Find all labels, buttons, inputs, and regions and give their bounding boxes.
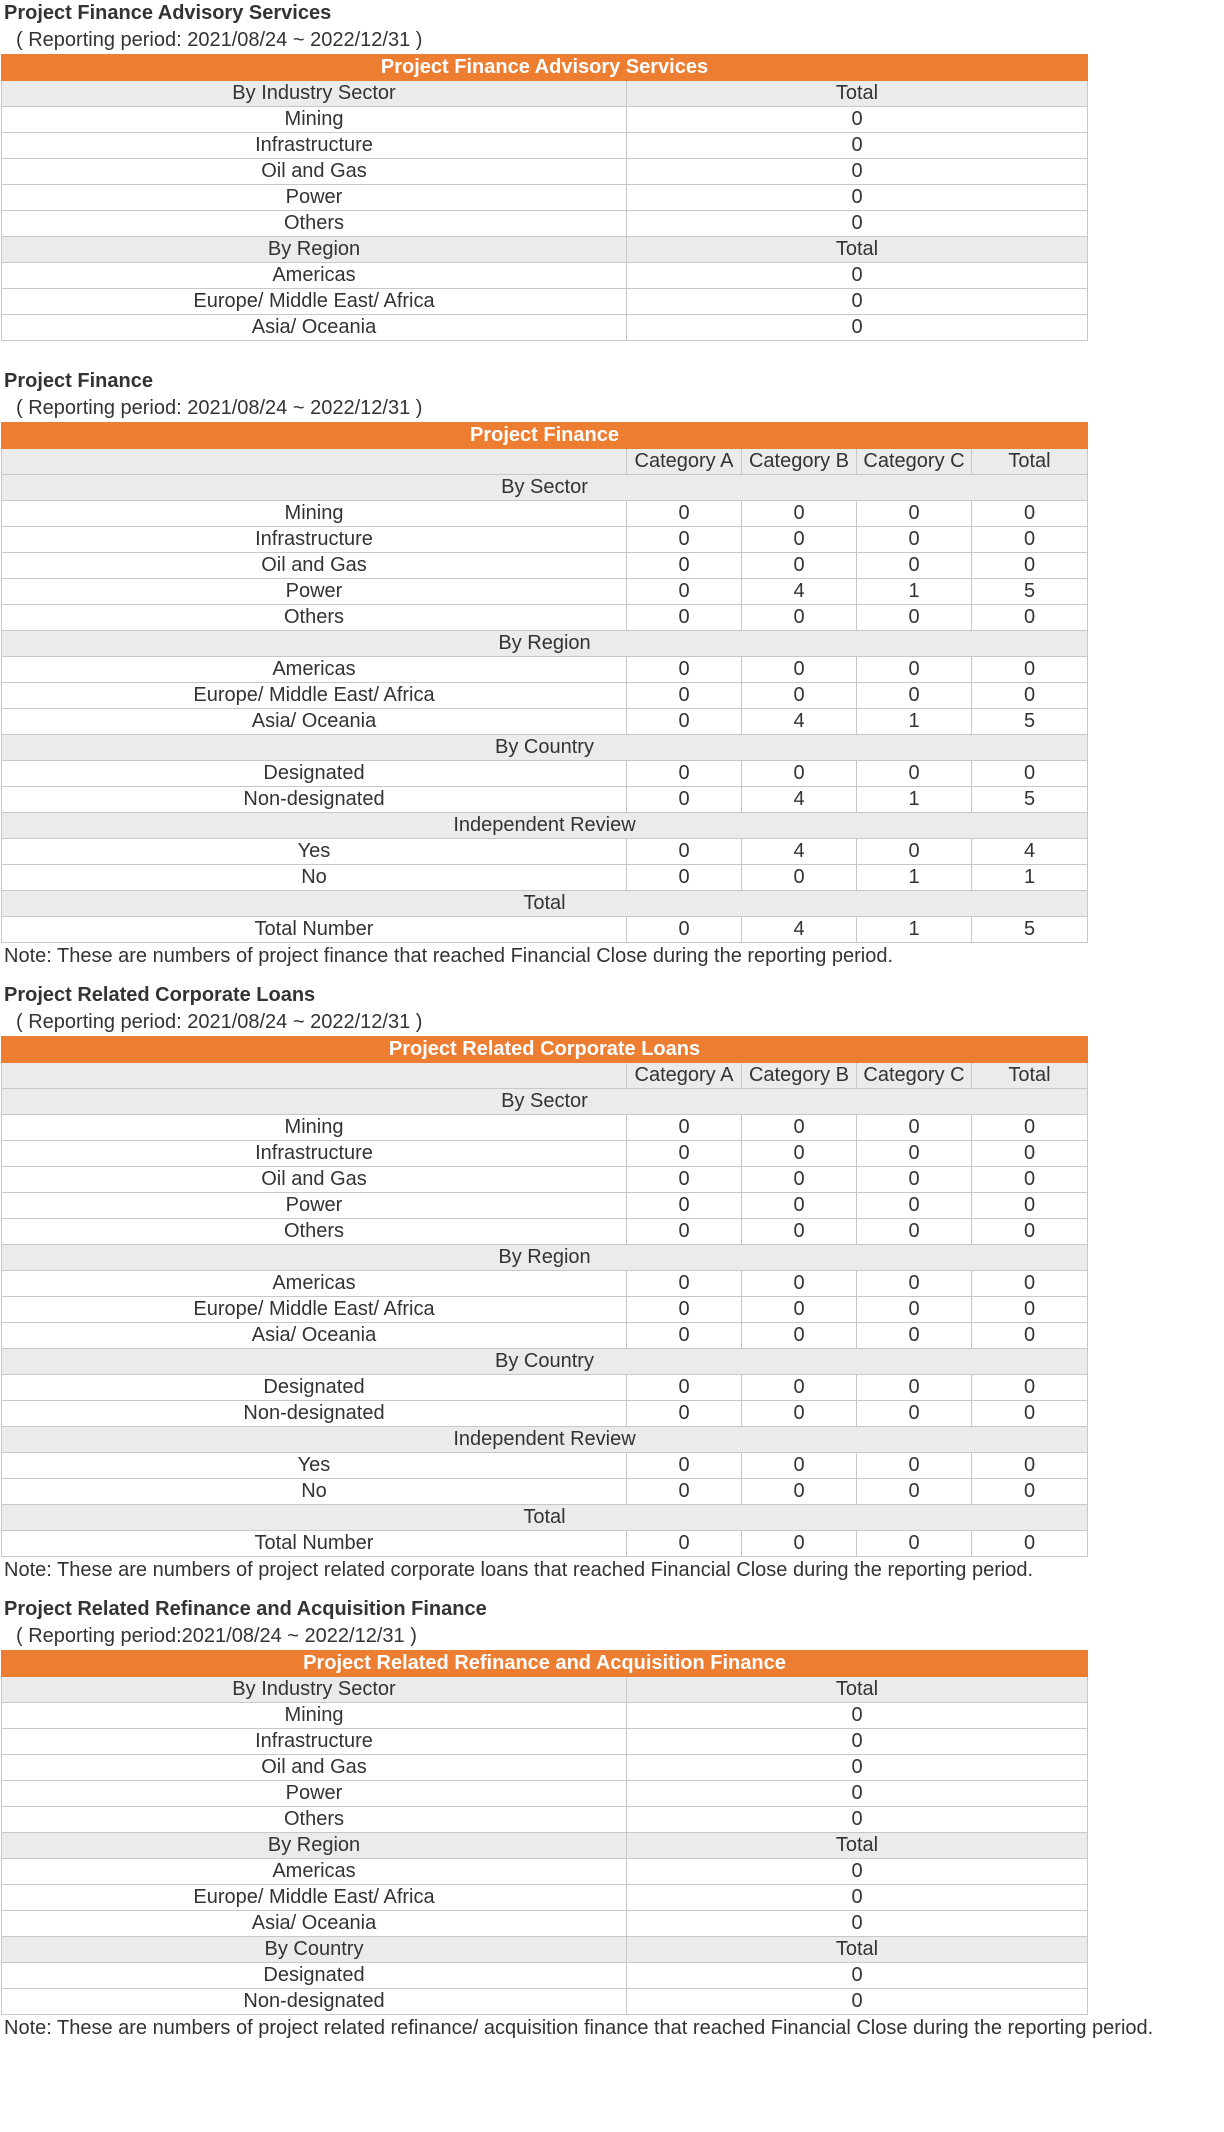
row-value: 0 — [627, 1115, 742, 1141]
column-header: Total — [627, 1833, 1088, 1859]
row-value: 0 — [627, 527, 742, 553]
row-label: Infrastructure — [2, 1729, 627, 1755]
table-row — [2, 289, 1088, 315]
table-row — [2, 683, 1088, 709]
table-row — [2, 159, 1088, 185]
column-header: Total — [627, 1677, 1088, 1703]
row-value: 0 — [857, 839, 972, 865]
row-label: Europe/ Middle East/ Africa — [2, 289, 627, 315]
advisory-table — [1, 54, 1088, 341]
row-label: Oil and Gas — [2, 1167, 627, 1193]
corporate-loans-table — [1, 1036, 1088, 1557]
row-label: Mining — [2, 501, 627, 527]
row-value: 0 — [972, 657, 1088, 683]
table-row — [2, 1479, 1088, 1505]
table-row — [2, 527, 1088, 553]
row-value: 0 — [627, 1271, 742, 1297]
row-value: 0 — [627, 787, 742, 813]
group-label: By Region — [2, 631, 1088, 657]
table-header-row — [2, 1037, 1088, 1063]
table-header-row — [2, 1651, 1088, 1677]
table-row — [2, 917, 1088, 943]
row-label: Designated — [2, 761, 627, 787]
group-label: Independent Review — [2, 813, 1088, 839]
row-value: 0 — [627, 1323, 742, 1349]
row-label: Asia/ Oceania — [2, 315, 627, 341]
table-row — [2, 865, 1088, 891]
row-label: Asia/ Oceania — [2, 1323, 627, 1349]
row-value: 0 — [972, 1479, 1088, 1505]
table-row — [2, 787, 1088, 813]
refinance-table — [1, 1650, 1088, 2015]
row-value: 0 — [627, 761, 742, 787]
column-header: Category C — [857, 449, 972, 475]
reporting-period: ( Reporting period: 2021/08/24 ~ 2022/12/31 ) — [16, 1011, 423, 1033]
table-row — [2, 605, 1088, 631]
project-finance-section — [0, 368, 1224, 970]
row-label: Europe/ Middle East/ Africa — [2, 1885, 627, 1911]
row-value: 0 — [972, 1323, 1088, 1349]
table-row — [2, 133, 1088, 159]
row-value: 0 — [627, 1453, 742, 1479]
table-row — [2, 1729, 1088, 1755]
row-value: 0 — [627, 1807, 1088, 1833]
row-value: 0 — [742, 1531, 857, 1557]
row-value: 0 — [972, 1375, 1088, 1401]
row-value: 0 — [627, 1885, 1088, 1911]
row-value: 0 — [742, 761, 857, 787]
column-header: Category B — [742, 1063, 857, 1089]
table-row — [2, 1453, 1088, 1479]
row-label: Yes — [2, 839, 627, 865]
row-value: 0 — [627, 1729, 1088, 1755]
table-row — [2, 1885, 1088, 1911]
row-label: Oil and Gas — [2, 159, 627, 185]
section-title: Project Finance Advisory Services — [4, 2, 332, 24]
row-value: 4 — [742, 787, 857, 813]
row-value: 0 — [742, 1401, 857, 1427]
row-value: 4 — [742, 917, 857, 943]
row-value: 0 — [627, 579, 742, 605]
table-header: Project Finance Advisory Services — [2, 55, 1088, 81]
row-value: 0 — [857, 1141, 972, 1167]
row-value: 0 — [627, 1297, 742, 1323]
row-value: 0 — [742, 1271, 857, 1297]
row-value: 0 — [742, 527, 857, 553]
row-label: Oil and Gas — [2, 1755, 627, 1781]
group-header-row — [2, 735, 1088, 761]
row-label: Non-designated — [2, 787, 627, 813]
row-value: 0 — [627, 1479, 742, 1505]
row-label: No — [2, 865, 627, 891]
row-value: 4 — [742, 579, 857, 605]
row-label: Europe/ Middle East/ Africa — [2, 683, 627, 709]
table-header: Project Related Refinance and Acquisition Finance — [2, 1651, 1088, 1677]
row-value: 5 — [972, 579, 1088, 605]
column-header: Category C — [857, 1063, 972, 1089]
row-label: Infrastructure — [2, 133, 627, 159]
row-value: 0 — [857, 1193, 972, 1219]
row-value: 0 — [627, 107, 1088, 133]
row-value: 5 — [972, 917, 1088, 943]
table-row — [2, 553, 1088, 579]
row-value: 0 — [742, 1453, 857, 1479]
row-label: Oil and Gas — [2, 553, 627, 579]
table-row — [2, 1911, 1088, 1937]
row-value: 0 — [627, 159, 1088, 185]
table-note: Note: These are numbers of project finance that reached Financial Close during the reporting period. — [4, 945, 894, 967]
group-label: By Country — [2, 735, 1088, 761]
row-label: Total Number — [2, 917, 627, 943]
column-header: Total — [627, 81, 1088, 107]
row-value: 0 — [742, 1115, 857, 1141]
row-label: Others — [2, 1219, 627, 1245]
row-value: 0 — [627, 1989, 1088, 2015]
row-value: 0 — [627, 289, 1088, 315]
row-value: 0 — [627, 1859, 1088, 1885]
table-header-row — [2, 55, 1088, 81]
table-header-row — [2, 423, 1088, 449]
row-value: 0 — [627, 211, 1088, 237]
row-value: 0 — [742, 657, 857, 683]
group-header-row — [2, 631, 1088, 657]
row-value: 0 — [627, 1911, 1088, 1937]
row-value: 0 — [742, 683, 857, 709]
row-value: 4 — [742, 839, 857, 865]
group-header-row — [2, 1677, 1088, 1703]
row-label: Asia/ Oceania — [2, 1911, 627, 1937]
row-value: 4 — [742, 709, 857, 735]
table-row — [2, 1219, 1088, 1245]
group-label: By Region — [2, 1245, 1088, 1271]
column-header: Category A — [627, 449, 742, 475]
row-label: Mining — [2, 107, 627, 133]
table-row — [2, 1781, 1088, 1807]
row-value: 0 — [857, 1401, 972, 1427]
row-value: 0 — [972, 1115, 1088, 1141]
table-note: Note: These are numbers of project related refinance/ acquisition finance that reached Financial Close during the reporting period. — [4, 2017, 1154, 2039]
row-value: 0 — [627, 1401, 742, 1427]
row-value: 0 — [627, 1219, 742, 1245]
column-header: Total — [972, 1063, 1088, 1089]
row-value: 0 — [857, 1297, 972, 1323]
row-value: 1 — [857, 709, 972, 735]
row-label: Others — [2, 605, 627, 631]
row-value: 0 — [742, 865, 857, 891]
row-value: 0 — [857, 1323, 972, 1349]
row-value: 0 — [627, 501, 742, 527]
table-row — [2, 1167, 1088, 1193]
table-row — [2, 1807, 1088, 1833]
row-value: 0 — [627, 1167, 742, 1193]
advisory-section — [0, 0, 1224, 341]
row-value: 0 — [627, 1963, 1088, 1989]
table-row — [2, 1755, 1088, 1781]
row-value: 0 — [627, 553, 742, 579]
empty-header-cell — [2, 1063, 627, 1089]
row-value: 0 — [627, 185, 1088, 211]
row-label: Power — [2, 579, 627, 605]
row-value: 0 — [742, 1193, 857, 1219]
row-value: 0 — [857, 553, 972, 579]
group-header-row — [2, 1937, 1088, 1963]
row-value: 0 — [742, 1323, 857, 1349]
row-value: 0 — [857, 1375, 972, 1401]
row-value: 0 — [627, 917, 742, 943]
row-label: Power — [2, 185, 627, 211]
row-value: 1 — [972, 865, 1088, 891]
row-value: 0 — [857, 501, 972, 527]
row-value: 0 — [972, 1297, 1088, 1323]
row-value: 0 — [857, 527, 972, 553]
row-label: Europe/ Middle East/ Africa — [2, 1297, 627, 1323]
table-row — [2, 1375, 1088, 1401]
row-value: 0 — [742, 501, 857, 527]
table-row — [2, 761, 1088, 787]
row-value: 0 — [742, 1167, 857, 1193]
table-row — [2, 1271, 1088, 1297]
row-label: Power — [2, 1781, 627, 1807]
row-label: Americas — [2, 1859, 627, 1885]
row-value: 0 — [857, 1453, 972, 1479]
row-value: 0 — [972, 1401, 1088, 1427]
refinance-section — [0, 1596, 1224, 2042]
group-label: By Region — [2, 1833, 627, 1859]
table-row — [2, 1989, 1088, 2015]
row-value: 1 — [857, 579, 972, 605]
row-value: 0 — [857, 1531, 972, 1557]
row-value: 0 — [972, 605, 1088, 631]
row-value: 0 — [972, 553, 1088, 579]
row-value: 1 — [857, 917, 972, 943]
row-value: 0 — [627, 839, 742, 865]
table-row — [2, 501, 1088, 527]
table-row — [2, 709, 1088, 735]
empty-header-cell — [2, 449, 627, 475]
group-label: Total — [2, 891, 1088, 917]
row-value: 0 — [627, 865, 742, 891]
row-value: 0 — [627, 1141, 742, 1167]
reporting-period: ( Reporting period: 2021/08/24 ~ 2022/12/31 ) — [16, 29, 423, 51]
row-value: 0 — [627, 709, 742, 735]
table-header: Project Related Corporate Loans — [2, 1037, 1088, 1063]
row-value: 0 — [627, 1531, 742, 1557]
row-label: No — [2, 1479, 627, 1505]
section-title: Project Finance — [4, 370, 153, 392]
section-title: Project Related Refinance and Acquisition Finance — [4, 1598, 487, 1620]
section-title: Project Related Corporate Loans — [4, 984, 316, 1006]
row-value: 0 — [972, 683, 1088, 709]
row-value: 0 — [627, 683, 742, 709]
row-value: 0 — [627, 133, 1088, 159]
table-row — [2, 107, 1088, 133]
row-value: 0 — [972, 761, 1088, 787]
table-row — [2, 1531, 1088, 1557]
group-header-row — [2, 237, 1088, 263]
row-value: 0 — [972, 1219, 1088, 1245]
row-value: 0 — [857, 1219, 972, 1245]
row-value: 0 — [972, 1271, 1088, 1297]
group-header-row — [2, 1349, 1088, 1375]
row-value: 0 — [857, 1115, 972, 1141]
group-label: By Industry Sector — [2, 1677, 627, 1703]
column-header-row — [2, 449, 1088, 475]
row-value: 0 — [627, 1375, 742, 1401]
group-label: Total — [2, 1505, 1088, 1531]
row-value: 4 — [972, 839, 1088, 865]
row-value: 0 — [742, 1479, 857, 1505]
row-value: 0 — [627, 1193, 742, 1219]
row-label: Americas — [2, 263, 627, 289]
row-value: 0 — [627, 657, 742, 683]
row-value: 0 — [972, 527, 1088, 553]
row-value: 0 — [857, 605, 972, 631]
table-row — [2, 263, 1088, 289]
column-header: Total — [972, 449, 1088, 475]
table-row — [2, 579, 1088, 605]
group-label: By Country — [2, 1937, 627, 1963]
row-label: Designated — [2, 1375, 627, 1401]
row-value: 0 — [627, 1703, 1088, 1729]
table-row — [2, 185, 1088, 211]
table-row — [2, 1193, 1088, 1219]
group-label: By Country — [2, 1349, 1088, 1375]
row-value: 0 — [627, 263, 1088, 289]
table-row — [2, 839, 1088, 865]
group-header-row — [2, 1833, 1088, 1859]
table-row — [2, 1297, 1088, 1323]
row-value: 0 — [857, 683, 972, 709]
column-header: Category A — [627, 1063, 742, 1089]
row-label: Others — [2, 1807, 627, 1833]
row-value: 0 — [742, 1141, 857, 1167]
row-label: Asia/ Oceania — [2, 709, 627, 735]
row-label: Yes — [2, 1453, 627, 1479]
row-value: 1 — [857, 787, 972, 813]
group-header-row — [2, 1089, 1088, 1115]
group-header-row — [2, 1427, 1088, 1453]
row-label: Non-designated — [2, 1401, 627, 1427]
row-value: 0 — [742, 605, 857, 631]
column-header: Total — [627, 237, 1088, 263]
row-value: 0 — [857, 1479, 972, 1505]
row-value: 0 — [627, 605, 742, 631]
row-label: Total Number — [2, 1531, 627, 1557]
row-label: Mining — [2, 1115, 627, 1141]
column-header-row — [2, 1063, 1088, 1089]
row-value: 0 — [857, 657, 972, 683]
table-row — [2, 211, 1088, 237]
table-row — [2, 1401, 1088, 1427]
reporting-period: ( Reporting period:2021/08/24 ~ 2022/12/31 ) — [16, 1625, 417, 1647]
table-row — [2, 315, 1088, 341]
row-value: 0 — [857, 1167, 972, 1193]
table-header: Project Finance — [2, 423, 1088, 449]
row-value: 5 — [972, 787, 1088, 813]
row-value: 0 — [857, 1271, 972, 1297]
row-value: 0 — [742, 1297, 857, 1323]
row-value: 0 — [627, 1755, 1088, 1781]
row-value: 0 — [972, 501, 1088, 527]
row-label: Power — [2, 1193, 627, 1219]
group-header-row — [2, 1505, 1088, 1531]
row-label: Americas — [2, 657, 627, 683]
group-header-row — [2, 891, 1088, 917]
table-row — [2, 1859, 1088, 1885]
group-header-row — [2, 81, 1088, 107]
row-value: 0 — [972, 1531, 1088, 1557]
group-header-row — [2, 475, 1088, 501]
group-label: By Sector — [2, 1089, 1088, 1115]
row-label: Americas — [2, 1271, 627, 1297]
row-value: 0 — [972, 1141, 1088, 1167]
table-row — [2, 1115, 1088, 1141]
row-label: Infrastructure — [2, 1141, 627, 1167]
group-header-row — [2, 1245, 1088, 1271]
table-row — [2, 1963, 1088, 1989]
row-label: Others — [2, 211, 627, 237]
table-row — [2, 657, 1088, 683]
column-header: Total — [627, 1937, 1088, 1963]
group-header-row — [2, 813, 1088, 839]
row-value: 0 — [742, 553, 857, 579]
row-label: Infrastructure — [2, 527, 627, 553]
row-value: 0 — [972, 1167, 1088, 1193]
table-note: Note: These are numbers of project related corporate loans that reached Financial Close during the reporting period. — [4, 1559, 1034, 1581]
reporting-period: ( Reporting period: 2021/08/24 ~ 2022/12/31 ) — [16, 397, 423, 419]
row-label: Designated — [2, 1963, 627, 1989]
row-value: 0 — [742, 1375, 857, 1401]
table-row — [2, 1703, 1088, 1729]
row-value: 1 — [857, 865, 972, 891]
row-label: Non-designated — [2, 1989, 627, 2015]
corporate-loans-section — [0, 982, 1224, 1584]
row-value: 0 — [972, 1193, 1088, 1219]
row-value: 0 — [742, 1219, 857, 1245]
row-value: 0 — [627, 1781, 1088, 1807]
table-row — [2, 1141, 1088, 1167]
table-row — [2, 1323, 1088, 1349]
group-label: By Industry Sector — [2, 81, 627, 107]
row-value: 0 — [627, 315, 1088, 341]
row-value: 0 — [857, 761, 972, 787]
group-label: By Sector — [2, 475, 1088, 501]
row-value: 5 — [972, 709, 1088, 735]
row-label: Mining — [2, 1703, 627, 1729]
row-value: 0 — [972, 1453, 1088, 1479]
group-label: Independent Review — [2, 1427, 1088, 1453]
group-label: By Region — [2, 237, 627, 263]
project-finance-table — [1, 422, 1088, 943]
column-header: Category B — [742, 449, 857, 475]
